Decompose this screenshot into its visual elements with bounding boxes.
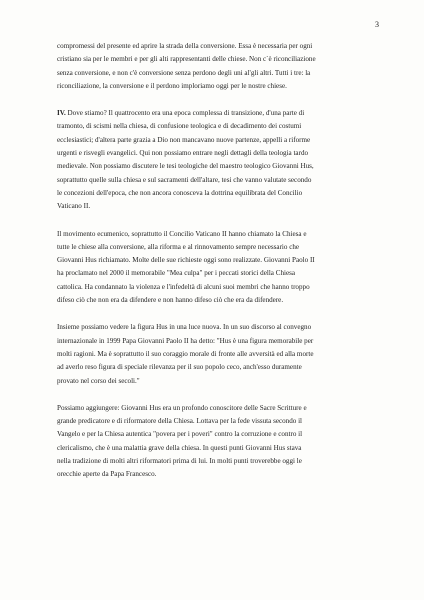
paragraph-4: [57, 321, 375, 387]
section-label: IV.: [57, 109, 66, 118]
paragraph-3: [57, 228, 375, 308]
document-body: [57, 40, 375, 482]
paragraph-5: [57, 402, 375, 482]
paragraph-4-text: Insieme possiamo vedere la figura Hus in una luce nuova. In un suo discorso al convegno internazionale in 1999 Papa Giovanni Paolo II ha detto: "Hus è una figura memorabile per molti ragioni. Ma è soprattutto il suo coraggio morale di fronte alle avversità ed alla morte ad averlo reso figura di speciale rilevanza per il suo popolo ceco, anch'esso duramente provato nel corso dei secoli.": [57, 323, 314, 385]
page-number: 3: [375, 20, 379, 29]
paragraph-5-text: Possiamo aggiungere: Giovanni Hus era un profondo conoscitore delle Sacre Scritture e grande predicatore e di riformatore della Chiesa. Lottava per la fede vissuta secondo il Vangelo e per la Chiesa autentica "povera per i poveri" contro la corruzione e contro il clericalismo, che è una malattia grave della chiesa. In questi punti Giovanni Hus stava nella tradizione di molti altri riformatori prima di lui. In molti punti troverebbe oggi le orecchie aperte da Papa Francesco.: [57, 403, 307, 479]
paragraph-1-text: compromessi del presente ed aprire la strada della conversione. Essa è necessaria per ogni cristiano sia per le membri e per gli alti rappresentanti delle chiese. Non c`è riconciliazione senza conversione, e non c'è conversione senza perdono degli uni al'gli altri. Tutti i tre: la riconciliazione, la conversione e il perdono imploriamo oggi per le nostre chiese.: [57, 42, 316, 90]
paragraph-2-text: Dove stiamo? Il quattrocento era una epoca complessa di transizione, d'una parte di tramonto, di scismi nella chiesa, di confusione teologica e di decadimento dei costumi ecclesiastici; d'altera parte grazia a Dio non mancavano nuove partenze, appelli a riforme urgenti e risvegli evangelici. Qui non possiamo entrare negli dettagli della teologia tardo medievale. Non possiamo discutere le tesi teologiche del maestro teologico Giovanni Hus, soprattutto quelle sulla chiesa e sul sacramenti dell'altare, tesi che vanno valutate secondo le concezioni dell'epoca, che non ancora conosceva la dottrina equilibrata del Concilio Vaticano II.: [57, 109, 314, 211]
paragraph-3-text: Il movimento ecumenico, soprattutto il Concilio Vaticano II hanno chiamato la Chiesa e tutte le chiese alla conversione, alla riforma e al rinnovamento sempre necessario che Giovanni Hus richiamato. Molte delle sue richieste oggi sono realizzate. Giovanni Paolo II ha proclamato nel 2000 il memorabile "Mea culpa" per i peccati storici della Chiesa cattolica. Ha condannato la violenza e l'infedeltà di alcuni suoi membri che hanno troppo difeso ciò che non era da difendere e non hanno difeso ciò che era da difendere.: [57, 229, 315, 305]
paragraph-2: [57, 107, 375, 213]
paragraph-1: [57, 40, 375, 93]
